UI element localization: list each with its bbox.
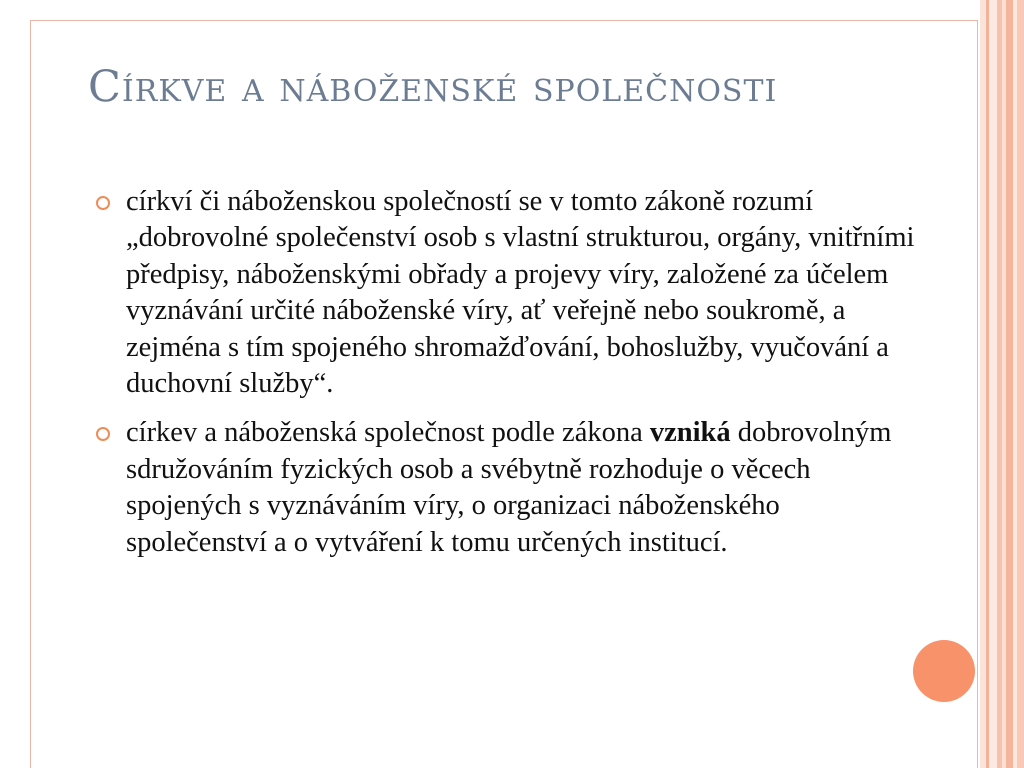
bullet-text-part: dobrovolným sdružováním fyzických osob a svébytně rozhoduje o věcech spojených s vyznáváním víry, o organizaci náboženského společenství a o vytváření k tomu určených institucí. <box>126 417 892 558</box>
bullet-text <box>126 184 916 402</box>
slide-title: Církve a náboženské společnosti <box>88 62 778 112</box>
list-item <box>96 184 916 402</box>
list-item <box>96 415 916 561</box>
stripe <box>1017 0 1024 768</box>
decorative-stripes <box>980 0 1024 768</box>
ring-bullet-icon <box>96 427 110 441</box>
bullet-text <box>126 415 916 561</box>
bullet-list <box>96 184 916 574</box>
orange-circle-icon <box>913 640 975 702</box>
ring-bullet-icon <box>96 196 110 210</box>
stripe <box>1006 0 1013 768</box>
bullet-text-part: církví či náboženskou společností se v tomto zákoně rozumí „dobrovolné společenství osob s vlastní strukturou, orgány, vnitřními předpisy, náboženskými obřady a projevy víry, založené za účelem vyznávání určité náboženské víry, ať veřejně nebo soukromě, a zejména s tím spojeného shromažďování, bohoslužby, vyučování a duchovní služby“. <box>126 186 915 400</box>
bullet-text-bold: vzniká <box>649 417 731 449</box>
bullet-text-part: církev a náboženská společnost podle zákona <box>126 417 650 449</box>
stripe <box>989 0 997 768</box>
